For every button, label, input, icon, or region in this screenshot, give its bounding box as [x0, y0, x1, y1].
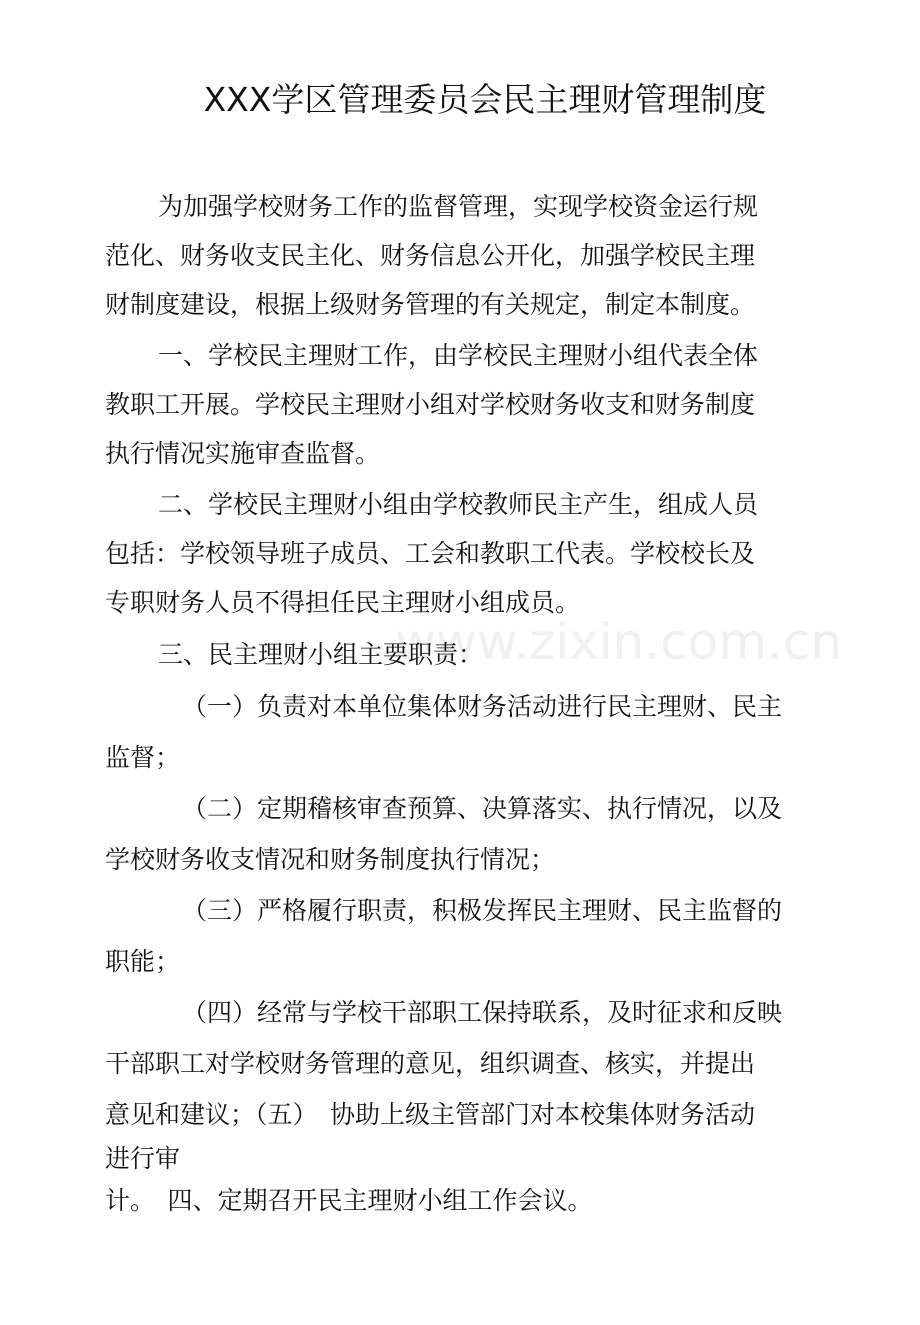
list-item-line: 职能； [105, 947, 181, 976]
list-item-line: 监督； [105, 743, 181, 772]
list-item-line: 学校财务收支情况和财务制度执行情况； [105, 845, 556, 874]
list-item-line: （二）定期稽核审查预算、决算落实、执行情况，以及 [182, 794, 783, 823]
paragraph-line: 二、学校民主理财小组由学校教师民主产生，组成人员 [158, 490, 759, 519]
paragraph-line: 包括：学校领导班子成员、工会和教职工代表。学校校长及 [105, 539, 756, 568]
list-item-line: 干部职工对学校财务管理的意见，组织调查、核实，并提出 [105, 1049, 756, 1078]
section-heading: 三、民主理财小组主要职责： [158, 640, 484, 669]
paragraph-line: 为加强学校财务工作的监督管理，实现学校资金运行规 [158, 192, 759, 221]
paragraph-line: 范化、财务收支民主化、财务信息公开化，加强学校民主理 [105, 241, 756, 270]
list-item-line: （三）严格履行职责，积极发挥民主理财、民主监督的 [182, 896, 783, 925]
paragraph-line: 财制度建设，根据上级财务管理的有关规定，制定本制度。 [105, 290, 756, 319]
document-title: XXX学区管理委员会民主理财管理制度 [203, 80, 767, 119]
paragraph-line: 计。 四、定期召开民主理财小组工作会议。 [105, 1186, 593, 1215]
paragraph-line: 执行情况实施审查监督。 [105, 439, 381, 468]
list-item-line: 意见和建议；（五） 协助上级主管部门对本校集体财务活动 [105, 1100, 756, 1129]
list-item-line: 进行审 [105, 1144, 181, 1173]
watermark: www.zixin.com.cn [395, 613, 843, 671]
list-item-line: （一）负责对本单位集体财务活动进行民主理财、民主 [182, 692, 783, 721]
list-item-line: （四）经常与学校干部职工保持联系，及时征求和反映 [182, 998, 783, 1027]
paragraph-line: 一、学校民主理财工作，由学校民主理财小组代表全体 [158, 341, 759, 370]
paragraph-line: 教职工开展。学校民主理财小组对学校财务收支和财务制度 [105, 390, 756, 419]
paragraph-line: 专职财务人员不得担任民主理财小组成员。 [105, 588, 581, 617]
